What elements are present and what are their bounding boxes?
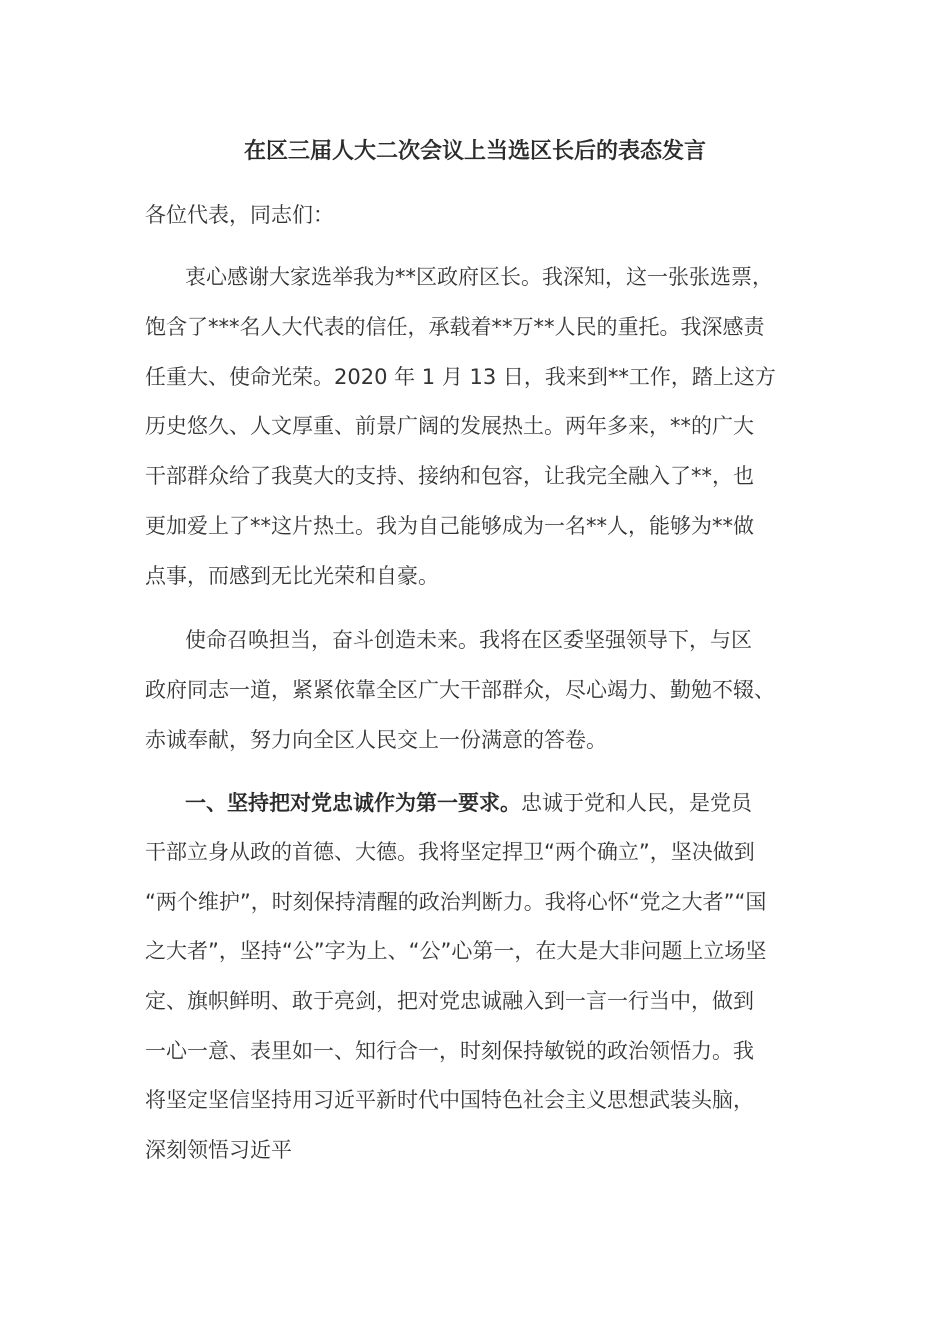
paragraph-3-line: “两个维护”，时刻保持清醒的政治判断力。我将心怀“党之大者”“国	[145, 890, 767, 914]
paragraph-1-line: 衷心感谢大家选举我为**区政府区长。我深知，这一张张选票，	[185, 265, 773, 289]
paragraph-3-line: 之大者”，坚持“公”字为上、“公”心第一，在大是大非问题上立场坚	[145, 939, 767, 963]
section-heading-continuation: 忠诚于党和人民，是党员	[521, 791, 752, 815]
paragraph-1-line: 干部群众给了我莫大的支持、接纳和包容，让我完全融入了**，也	[145, 464, 754, 488]
document-title: 在区三届人大二次会议上当选区长后的表态发言	[243, 139, 706, 164]
paragraph-1-line: 饱含了***名人大代表的信任，承载着**万**人民的重托。我深感责	[145, 315, 765, 339]
paragraph-3-line: 一心一意、表里如一、知行合一，时刻保持敏锐的政治领悟力。我	[145, 1039, 754, 1063]
paragraph-1-line: 历史悠久、人文厚重、前景广阔的发展热土。两年多来，**的广大	[145, 414, 754, 438]
paragraph-3-line: 将坚定坚信坚持用习近平新时代中国特色社会主义思想武装头脑，	[145, 1088, 754, 1112]
paragraph-1-line: 点事，而感到无比光荣和自豪。	[145, 564, 439, 588]
paragraph-3-line: 干部立身从政的首德、大德。我将坚定捍卫“两个确立”，坚决做到	[145, 840, 755, 864]
paragraph-1-line: 任重大、使命光荣。2020 年 1 月 13 日，我来到**工作，踏上这方	[145, 365, 776, 389]
paragraph-2-line: 政府同志一道，紧紧依靠全区广大干部群众，尽心竭力、勤勉不辍、	[145, 678, 775, 702]
paragraph-3-line: 深刻领悟习近平	[145, 1138, 292, 1162]
section-heading: 一、坚持把对党忠诚作为第一要求。	[185, 791, 521, 815]
paragraph-1-line: 更加爱上了**这片热土。我为自己能够成为一名**人，能够为**做	[145, 514, 754, 538]
paragraph-3-line: 定、旗帜鲜明、敢于亮剑，把对党忠诚融入到一言一行当中，做到	[145, 989, 754, 1013]
paragraph-3-first-line	[185, 788, 752, 818]
paragraph-2-line: 使命召唤担当，奋斗创造未来。我将在区委坚强领导下，与区	[185, 628, 752, 652]
salutation: 各位代表，同志们：	[145, 203, 334, 227]
paragraph-2-line: 赤诚奉献，努力向全区人民交上一份满意的答卷。	[145, 728, 607, 752]
